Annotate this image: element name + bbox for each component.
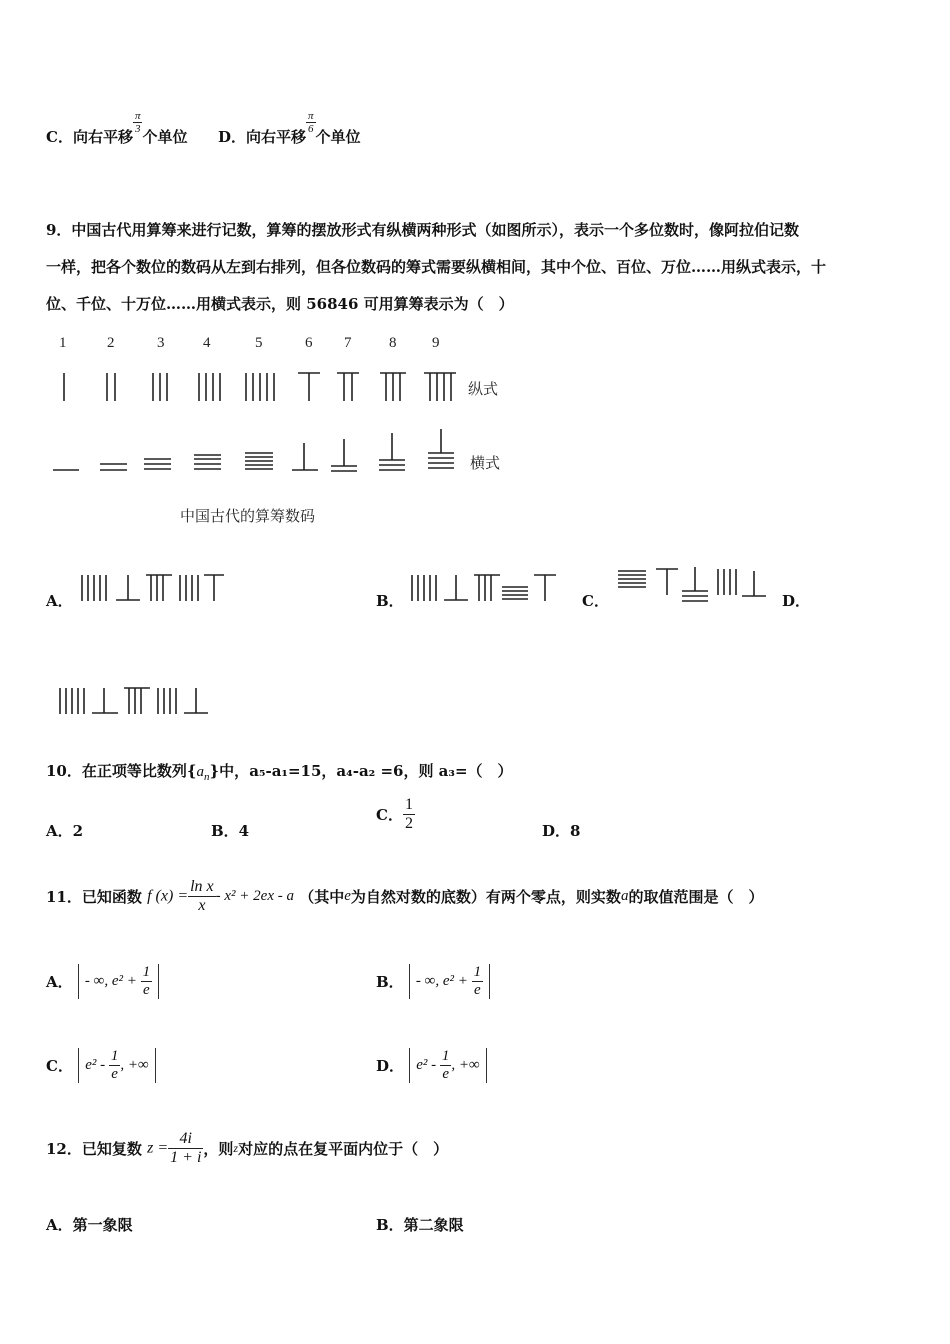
- vertical-rods-8: [380, 373, 406, 401]
- horizontal-rods-9: [428, 429, 454, 468]
- digit-label-1: 1: [59, 335, 67, 351]
- q9-option-a-label: A．: [46, 592, 73, 610]
- digit-label-4: 4: [203, 335, 211, 351]
- counting-rods-figure: [50, 335, 520, 535]
- q8-option-c: C．向右平移 $\frac{\pi}{3}$ 个单位: [46, 110, 188, 146]
- figure-caption: 中国古代的算筹数码: [180, 507, 316, 525]
- horizontal-rods-8: [379, 433, 405, 470]
- horizontal-rods-5: [245, 453, 273, 469]
- digit-label-5: 5: [255, 335, 263, 351]
- q9-option-c-rods: [616, 565, 772, 607]
- q10-option-b: B．4: [211, 822, 250, 840]
- digit-label-6: 6: [305, 335, 313, 351]
- q9-option-b-label: B．: [376, 592, 404, 610]
- q11-stem: 11．已知函数 f (x) = $\frac{\text{ln x}}{x}$ - x² + 2ex - a （其中e为自然对数的底数）有两个零点，则实数a的取值范围是（ ）: [46, 878, 764, 914]
- q12-option-b: B．第二象限: [376, 1216, 464, 1234]
- horizontal-rods-7: [331, 439, 357, 471]
- q9-option-d-rods: [58, 686, 218, 720]
- vertical-rods-2: [107, 373, 115, 401]
- horizontal-style-label: 横式: [470, 454, 501, 472]
- vertical-rods-9: [424, 373, 456, 401]
- q9-option-c-label: C．: [582, 592, 609, 610]
- q9-line-2: 一样，把各个数位的数码从左到右排列，但各位数码的筹式需要纵横相间，其中个位、百位、万位……用纵式表示，十: [46, 258, 827, 276]
- digit-label-3: 3: [157, 335, 165, 351]
- q9-stem: [46, 212, 916, 323]
- digit-label-7: 7: [344, 335, 352, 351]
- q9-option-a-rods: [80, 573, 230, 607]
- vertical-rods-6: [298, 373, 320, 401]
- q9-line-1: 9．中国古代用算筹来进行记数，算筹的摆放形式有纵横两种形式（如图所示），表示一个多位数时，像阿拉伯记数: [46, 221, 799, 239]
- q9-line-3: 位、千位、十万位……用横式表示，则 56846 可用算筹表示为（ ）: [46, 295, 514, 313]
- q12-stem: 12．已知复数 z = $\frac{4i}{1 + i}$ ，则z对应的点在复平面内位于（ ）: [46, 1130, 449, 1166]
- q11-option-d: D． e² - $\frac{1}{e}$ , +∞: [376, 1048, 487, 1083]
- horizontal-rods-6: [292, 443, 318, 470]
- q9-option-d-label: D．: [782, 592, 811, 610]
- horizontal-rods-4: [194, 455, 221, 469]
- rod-glyphs-svg: [50, 363, 520, 483]
- vertical-rods-3: [153, 373, 167, 401]
- q10-stem: 10．在正项等比数列$\{a_n\}$中，a₅-a₁=15，a₄-a₂ =6，则 a₃=（ ）: [46, 762, 513, 783]
- q8-option-d: D．向右平移 $\frac{\pi}{6}$ 个单位: [218, 110, 361, 146]
- q11-option-c: C． e² - $\frac{1}{e}$ , +∞: [46, 1048, 156, 1083]
- q10-option-d: D．8: [542, 822, 581, 840]
- digit-label-9: 9: [432, 335, 440, 351]
- vertical-rods-4: [199, 373, 220, 401]
- horizontal-rods-2: [100, 464, 127, 470]
- q10-option-a: A．2: [46, 822, 84, 840]
- vertical-rods-7: [337, 373, 359, 401]
- vertical-style-label: 纵式: [468, 380, 499, 398]
- q9-option-b-rods: [410, 573, 560, 607]
- digit-label-8: 8: [389, 335, 397, 351]
- horizontal-rods-3: [144, 459, 171, 469]
- q10-option-c: C． $\frac{1}{2}$: [376, 796, 413, 832]
- q11-option-a: A． - ∞, e² + $\frac{1}{e}$: [46, 964, 159, 999]
- digit-label-2: 2: [107, 335, 115, 351]
- q12-option-a: A．第一象限: [46, 1216, 133, 1234]
- q11-option-b: B． - ∞, e² + $\frac{1}{e}$: [376, 964, 490, 999]
- vertical-rods-5: [246, 373, 274, 401]
